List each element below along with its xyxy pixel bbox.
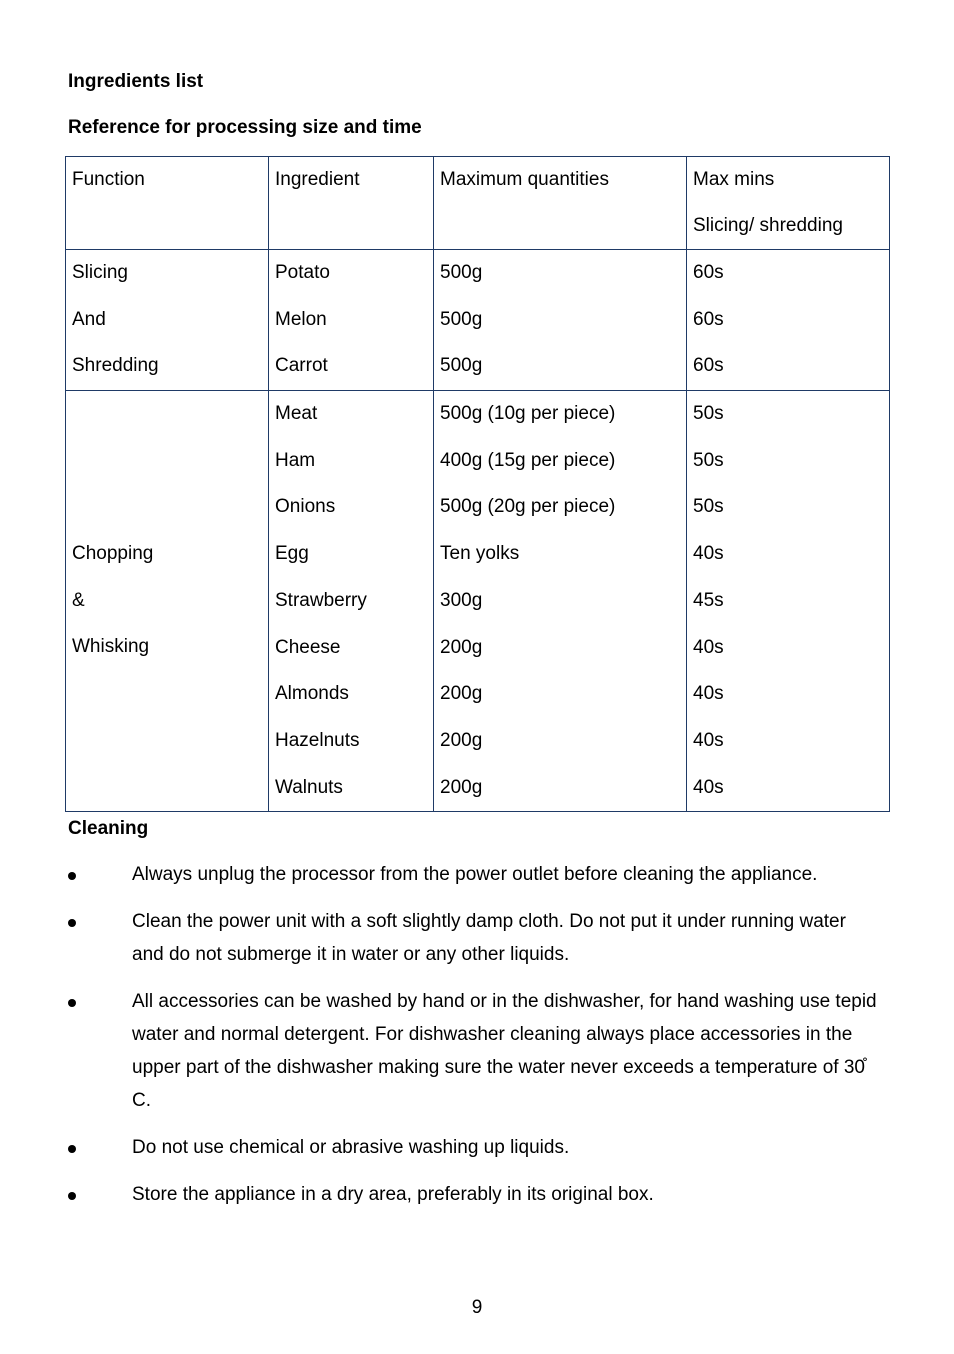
list-item: Store the appliance in a dry area, preferably in its original box. (0, 1178, 882, 1211)
cell-time: 50s (693, 449, 724, 471)
cell-ingredient: Melon (275, 308, 327, 330)
cell-time: 60s (693, 308, 724, 330)
header-max-quantities: Maximum quantities (434, 157, 687, 250)
list-item: Clean the power unit with a soft slightly damp cloth. Do not put it under running water and do not submerge it in water or any other liquids. (0, 905, 882, 971)
table-row-chopping (66, 391, 890, 812)
ingredient-cell-slicing (269, 250, 434, 391)
quantity-cell-slicing (434, 250, 687, 391)
bullet-icon (68, 1192, 76, 1200)
bullet-icon (68, 1145, 76, 1153)
cleaning-list (0, 858, 954, 1225)
heading-reference: Reference for processing size and time (68, 117, 422, 138)
bullet-icon (68, 872, 76, 880)
cell-time: 40s (693, 683, 724, 705)
cell-quantity: 400g (15g per piece) (440, 449, 616, 471)
function-cell-chopping: Chopping & Whisking (66, 391, 269, 812)
cell-quantity: 500g (440, 308, 483, 330)
cell-quantity: 200g (440, 636, 483, 658)
list-item: All accessories can be washed by hand or in the dishwasher, for hand washing use tepid water and normal detergent. For dishwasher cleaning always place accessories in the upper part of the dishwasher making sure the water never exceeds a temperature of 30̊ C. (0, 985, 882, 1117)
cell-ingredient: Almonds (275, 683, 349, 705)
cell-quantity: 200g (440, 729, 483, 751)
header-max-mins: Max mins Slicing/ shredding (687, 157, 890, 250)
bullet-icon (68, 919, 76, 927)
bullet-icon (68, 999, 76, 1007)
cell-ingredient: Onions (275, 496, 336, 518)
header-ingredient: Ingredient (269, 157, 434, 250)
cell-ingredient: Egg (275, 543, 309, 565)
cell-quantity: 500g (440, 355, 483, 377)
time-cell-slicing (687, 250, 890, 391)
cell-quantity: 500g (20g per piece) (440, 496, 616, 518)
heading-ingredients-list: Ingredients list (68, 71, 204, 92)
page-number: 9 (471, 1297, 483, 1318)
cell-time: 60s (693, 262, 724, 283)
function-cell-slicing: Slicing And Shredding (66, 250, 269, 391)
cell-time: 40s (693, 543, 724, 565)
heading-cleaning: Cleaning (68, 818, 149, 839)
cell-time: 50s (693, 496, 724, 518)
cell-time: 60s (693, 355, 724, 377)
cell-quantity: 200g (440, 683, 483, 705)
quantity-cell-chopping (434, 391, 687, 812)
cell-quantity: 500g (10g per piece) (440, 403, 616, 425)
cell-time: 40s (693, 776, 724, 798)
cell-quantity: 300g (440, 589, 483, 611)
reference-table (65, 156, 890, 812)
cell-ingredient: Ham (275, 449, 316, 471)
cell-quantity: 500g (440, 262, 483, 283)
cell-ingredient: Strawberry (275, 589, 367, 611)
cell-ingredient: Potato (275, 262, 330, 283)
cell-ingredient: Carrot (275, 355, 328, 377)
cell-time: 40s (693, 729, 724, 751)
list-item: Always unplug the processor from the power outlet before cleaning the appliance. (0, 858, 882, 891)
table-row-slicing (66, 250, 890, 391)
cell-time: 45s (693, 589, 724, 611)
cell-quantity: 200g (440, 776, 483, 798)
table-header-row (66, 157, 890, 250)
cell-ingredient: Hazelnuts (275, 729, 360, 751)
header-function: Function (66, 157, 269, 250)
time-cell-chopping (687, 391, 890, 812)
cell-quantity: Ten yolks (440, 543, 520, 565)
list-item: Do not use chemical or abrasive washing up liquids. (0, 1131, 882, 1164)
cell-time: 40s (693, 636, 724, 658)
cell-ingredient: Walnuts (275, 776, 343, 798)
cell-time: 50s (693, 403, 724, 425)
cell-ingredient: Cheese (275, 636, 341, 658)
ingredient-cell-chopping (269, 391, 434, 812)
cell-ingredient: Meat (275, 403, 318, 425)
